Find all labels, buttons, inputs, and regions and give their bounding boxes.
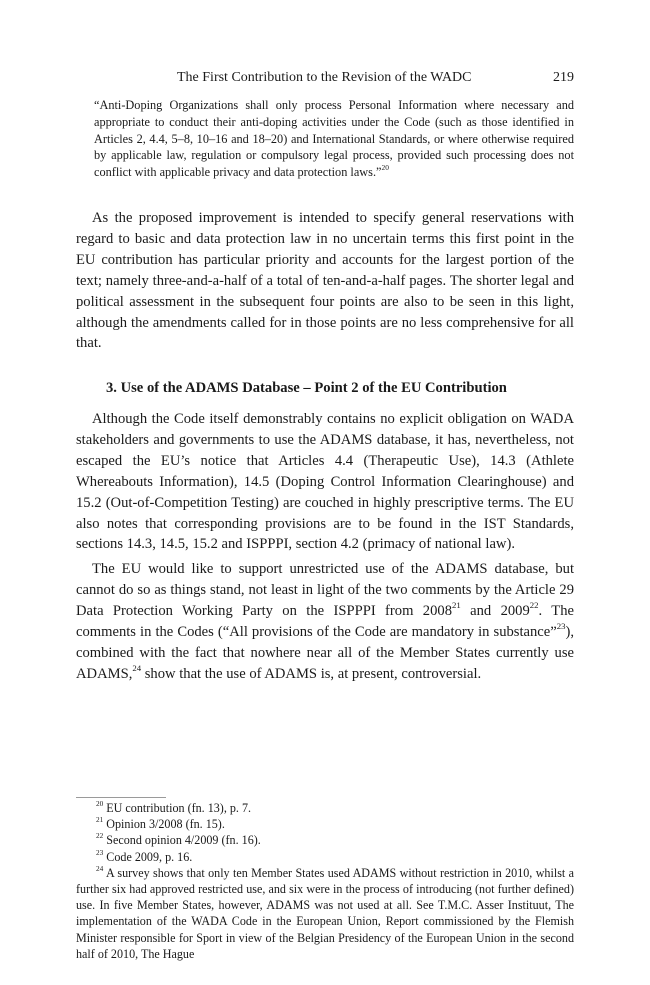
footnote-ref-24[interactable]: 24 xyxy=(132,662,142,673)
footnote-24 xyxy=(76,865,574,962)
footnote-text: Second opinion 4/2009 (fn. 16). xyxy=(106,833,261,848)
footnote-text: Opinion 3/2008 (fn. 15). xyxy=(106,817,225,832)
page-number: 219 xyxy=(553,70,574,85)
section-heading: 3. Use of the ADAMS Database – Point 2 of the EU Contribution xyxy=(106,380,507,396)
footnote-ref-22[interactable]: 22 xyxy=(529,599,539,610)
footnote-divider xyxy=(76,797,166,798)
paragraph-2: Although the Code itself demonstrably contains no explicit obligation on WADA stakeholders and governments to use the ADAMS database, it has, nevertheless, not escaped the EU’s notice that Articles 4.4 (Therapeutic Use), 14.3 (Athlete Whereabouts Information), 14.5 (Doping Control Information Clearinghouse) and 15.2 (Out-of-Competition Testing) are couched in highly prescriptive terms. The EU also notes that corresponding provisions are to be found in the IST Standards, sections 14.3, 14.5, 15.2 and ISPPPI, section 4.2 (primacy of national law). xyxy=(76,411,574,553)
footnote-20 xyxy=(76,800,574,816)
footnote-text: EU contribution (fn. 13), p. 7. xyxy=(106,801,252,815)
footnote-number: 23 xyxy=(96,848,104,857)
footnote-number: 21 xyxy=(96,816,104,825)
footnote-number: 24 xyxy=(96,864,104,873)
footnote-21 xyxy=(76,816,574,832)
footnote-number: 22 xyxy=(96,832,104,841)
footnote-text: A survey shows that only ten Member States used ADAMS without restriction in 2010, whilst a further six had approved restricted use, and six were in the process of introducing (not further defined) use. In five Member States, however, ADAMS was not used at all. See T.M.C. Asser Instituut, The implementation of the WADA Code in the European Union, Report commissioned by the Flemish Minister responsible for Sport in view of the Belgian Presidency of the European Union in the second half of 2010, The Hague xyxy=(76,865,574,961)
paragraph-3-text-b: and 2009 xyxy=(460,603,530,620)
quote-text: “Anti-Doping Organizations shall only process Personal Information where necessary and appropriate to conduct their anti-doping activities under the Code (such as those identified in Articles 2, 4.4, 5–8, 10–16 and 18–20) and International Standards, or where otherwise required by applicable law, regulation or compulsory legal process, provided such processing does not conflict with applicable privacy and data protection laws.” xyxy=(94,98,574,180)
footnote-22 xyxy=(76,832,574,848)
paragraph-3 xyxy=(76,559,574,684)
footnote-ref-23[interactable]: 23 xyxy=(556,620,566,631)
paragraph-1: As the proposed improvement is intended to specify general reservations with regard to basic and data protection law in no uncertain terms this first point in the EU contribution has particular priority and accounts for the largest portion of the text; namely three-and-a-half of a total of ten-and-a-half pages. The shorter legal and political assessment in the subsequent four points are also to be seen in this light, although the amendments called for in those points are no less comprehensive for all that. xyxy=(76,210,574,352)
footnote-23 xyxy=(76,849,574,865)
footnotes xyxy=(76,800,574,962)
paragraph-3-text-d: ), combined with the fact that nowhere near all of the Member States currently use ADAMS, xyxy=(76,624,574,682)
footnote-ref-20[interactable]: 20 xyxy=(381,163,389,172)
paragraph-3-text-c: . The comments in the Codes (“All provisions of the Code are mandatory in substance” xyxy=(76,603,574,641)
footnote-ref-21[interactable]: 21 xyxy=(452,599,461,610)
running-title: The First Contribution to the Revision of the WADC xyxy=(177,70,472,85)
body-text-1 xyxy=(76,208,574,354)
body-text-2 xyxy=(76,409,574,685)
footnote-text: Code 2009, p. 16. xyxy=(106,849,193,864)
paragraph-3-text-e: show that the use of ADAMS is, at present, controversial. xyxy=(141,665,482,682)
paragraph-3-text-a: The EU would like to support unrestricted use of the ADAMS database, but cannot do so as things stand, not least in light of the two comments by the Article 29 Data Protection Working Party on the ISPPPI from 2008 xyxy=(76,561,574,620)
footnote-number: 20 xyxy=(96,799,104,808)
block-quote xyxy=(94,97,574,181)
